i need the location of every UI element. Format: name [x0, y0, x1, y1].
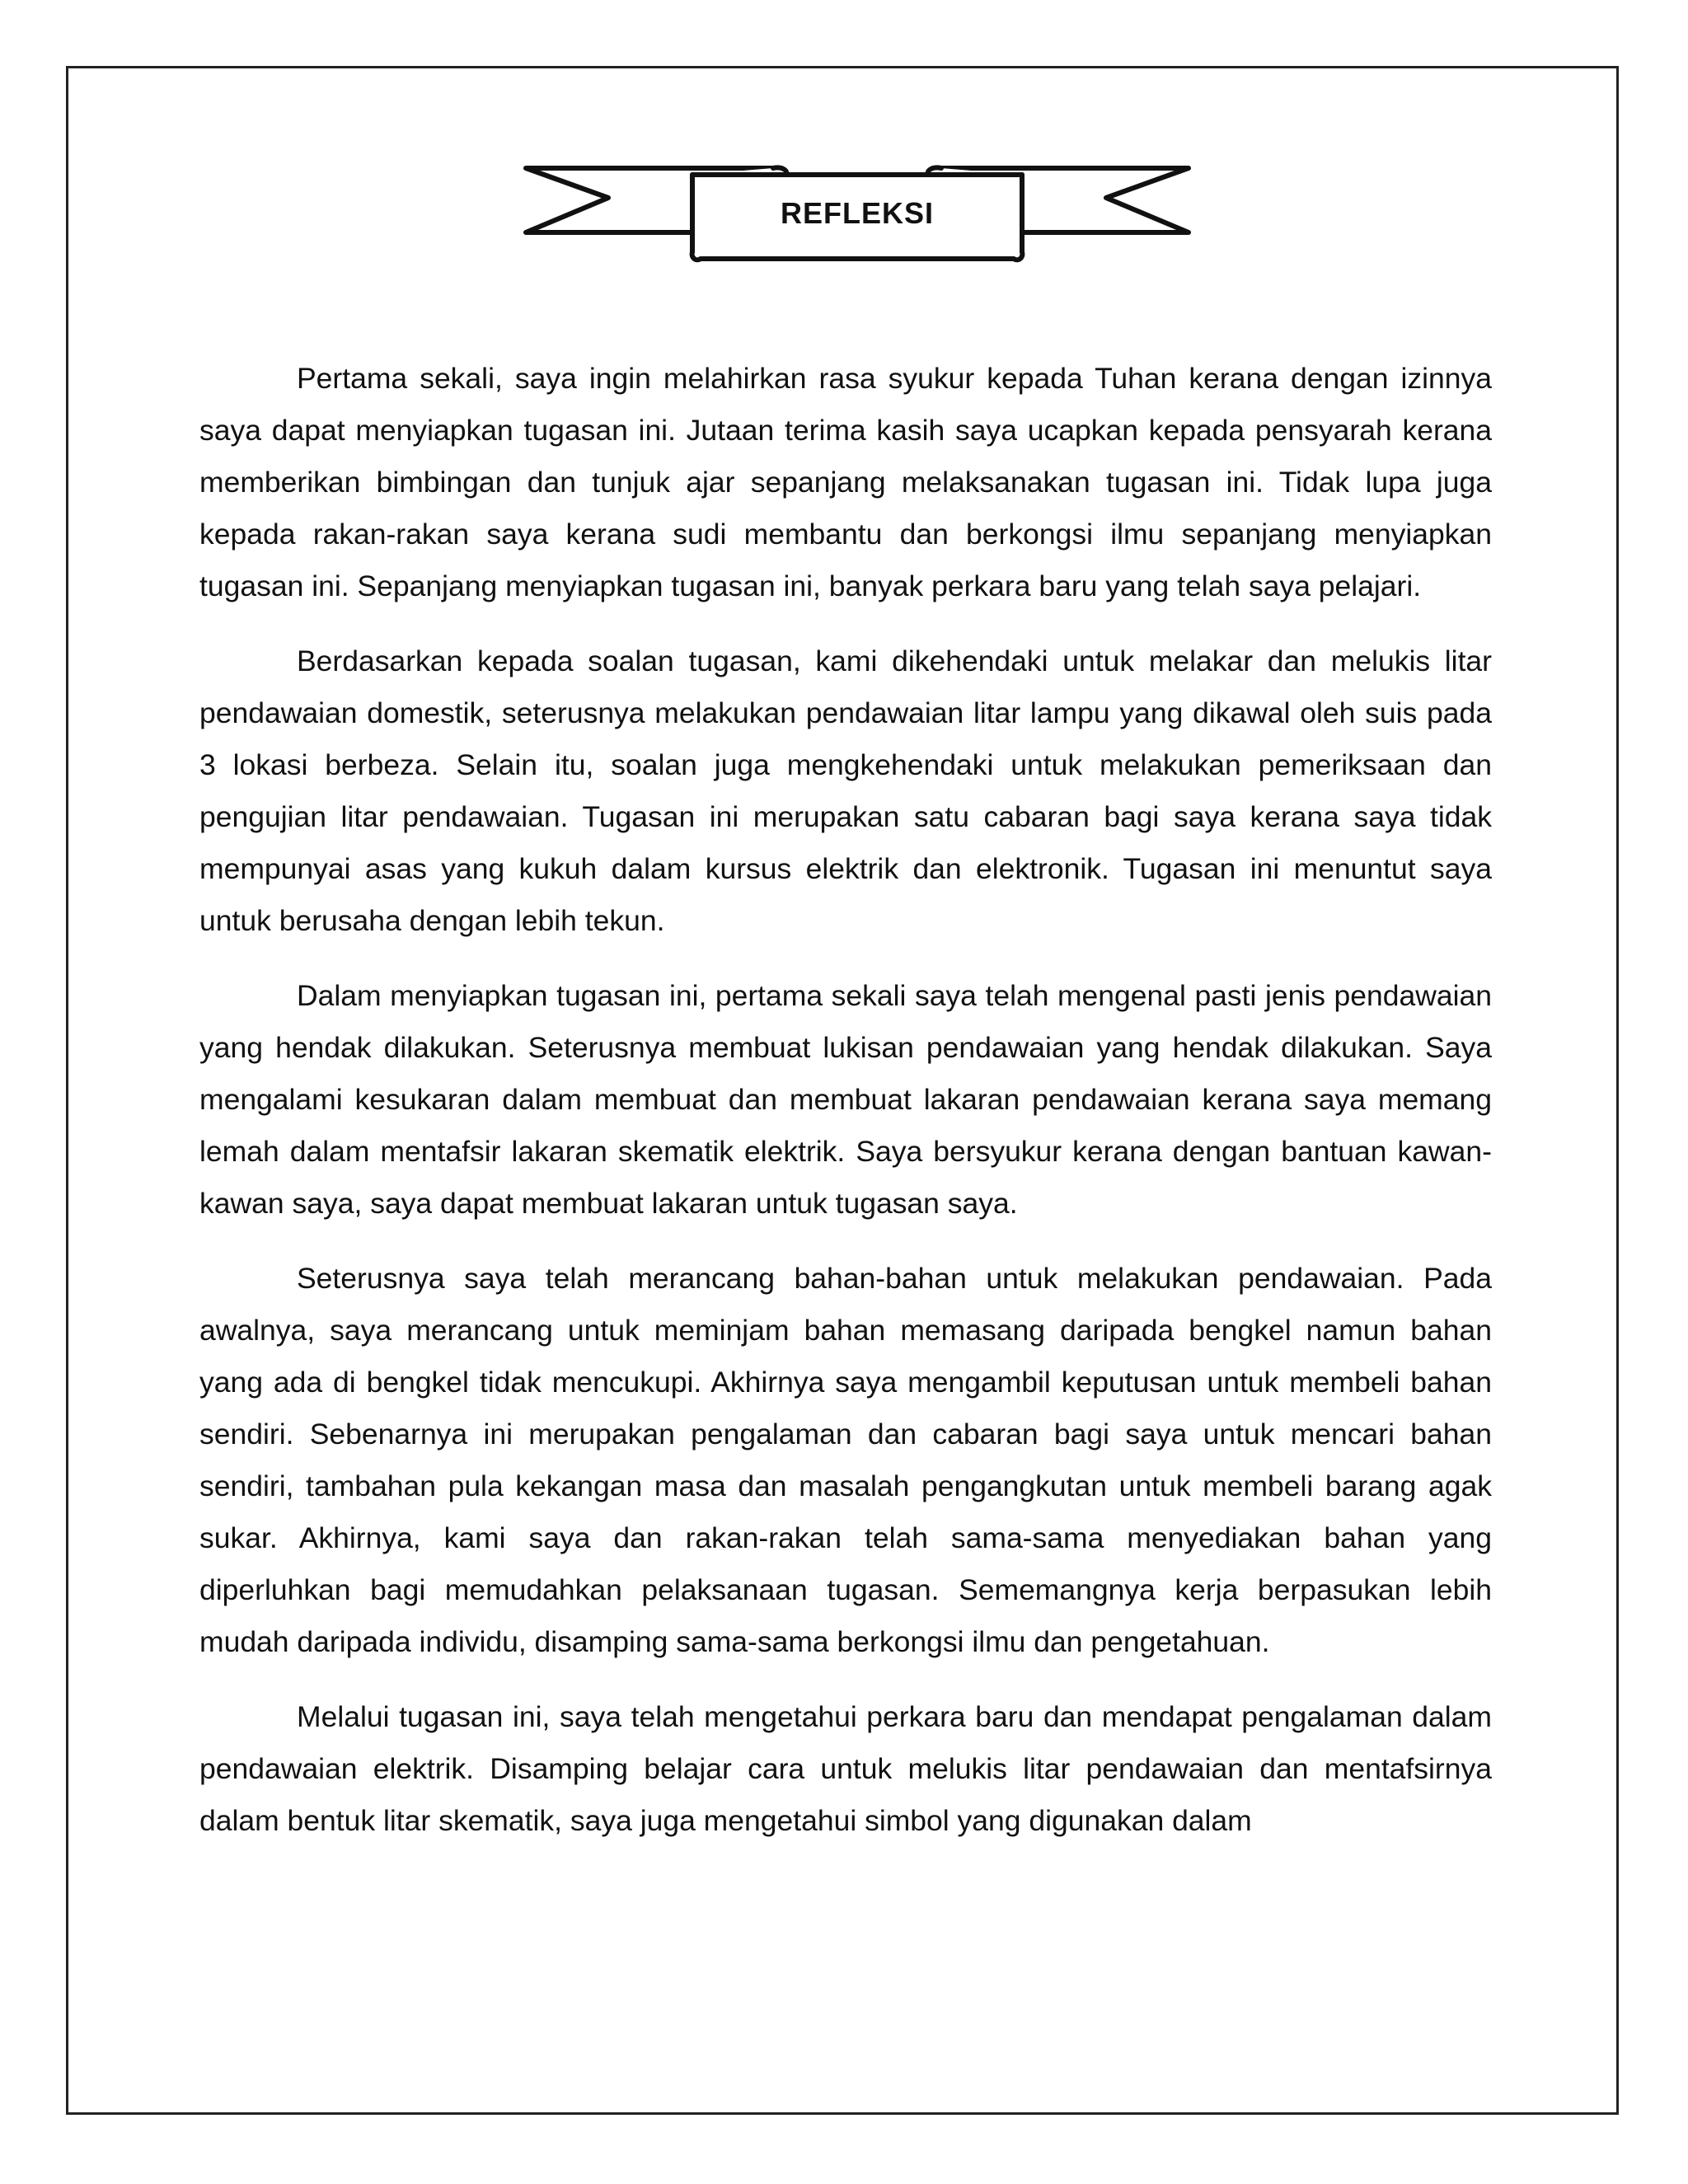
paragraph-5: Melalui tugasan ini, saya telah mengetahui perkara baru dan mendapat pengalaman dalam pendawaian elektrik. Disamping belajar cara untuk melukis litar pendawaian dan mentafsirnya dalam bentuk litar skematik, saya juga mengetahui simbol yang digunakan dalam: [199, 1700, 1492, 1837]
reflection-body: [199, 353, 1492, 1870]
paragraph-3: Dalam menyiapkan tugasan ini, pertama sekali saya telah mengenal pasti jenis pendawaian yang hendak dilakukan. Seterusnya membuat lukisan pendawaian yang hendak dilakukan. Saya mengalami kesukaran dalam membuat dan membuat lakaran pendawaian kerana saya memang lemah dalam mentafsir lakaran skematik elektrik. Saya bersyukur kerana dengan bantuan kawan-kawan saya, saya dapat membuat lakaran untuk tugasan saya.: [199, 979, 1492, 1220]
paragraph-2: Berdasarkan kepada soalan tugasan, kami dikehendaki untuk melakar dan melukis litar pendawaian domestik, seterusnya melakukan pendawaian litar lampu yang dikawal oleh suis pada 3 lokasi berbeza. Selain itu, soalan juga mengkehendaki untuk melakukan pemeriksaan dan pengujian litar pendawaian. Tugasan ini merupakan satu cabaran bagi saya kerana saya tidak mempunyai asas yang kukuh dalam kursus elektrik dan elektronik. Tugasan ini menuntut saya untuk berusaha dengan lebih tekun.: [199, 644, 1492, 937]
document-title: REFLEKSI: [780, 196, 934, 230]
paragraph-4: Seterusnya saya telah merancang bahan-bahan untuk melakukan pendawaian. Pada awalnya, saya merancang untuk meminjam bahan memasang daripada bengkel namun bahan yang ada di bengkel tidak mencukupi. Akhirnya saya mengambil keputusan untuk membeli bahan sendiri. Sebenarnya ini merupakan pengalaman dan cabaran bagi saya untuk mencari bahan sendiri, tambahan pula kekangan masa dan masalah pengangkutan untuk membeli barang agak sukar. Akhirnya, kami saya dan rakan-rakan telah sama-sama menyediakan bahan yang diperluhkan bagi memudahkan pelaksanaan tugasan. Sememangnya kerja berpasukan lebih mudah daripada individu, disamping sama-sama berkongsi ilmu dan pengetahuan.: [199, 1262, 1492, 1658]
title-banner: [519, 162, 1195, 269]
paragraph-1: Pertama sekali, saya ingin melahirkan rasa syukur kepada Tuhan kerana dengan izinnya saya dapat menyiapkan tugasan ini. Jutaan terima kasih saya ucapkan kepada pensyarah kerana memberikan bimbingan dan tunjuk ajar sepanjang melaksanakan tugasan ini. Tidak lupa juga kepada rakan-rakan saya kerana sudi membantu dan berkongsi ilmu sepanjang menyiapkan tugasan ini. Sepanjang menyiapkan tugasan ini, banyak perkara baru yang telah saya pelajari.: [199, 362, 1492, 602]
